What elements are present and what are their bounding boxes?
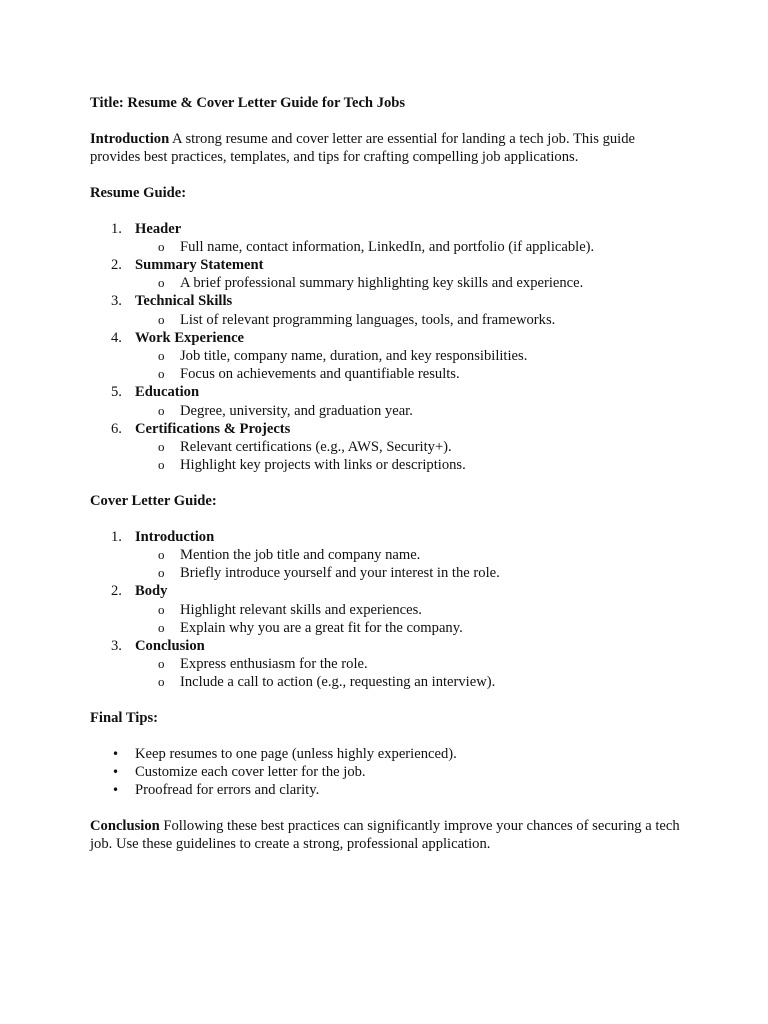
sub-list xyxy=(135,238,680,256)
sub-list-item xyxy=(135,601,680,619)
circle-bullet-icon: o xyxy=(158,674,165,690)
sub-item-text: Express enthusiasm for the role. xyxy=(180,656,368,673)
final-tips-heading: Final Tips: xyxy=(90,710,159,727)
item-number: 1. xyxy=(111,528,122,545)
sub-list-item xyxy=(135,311,680,329)
cover-letter-guide-heading: Cover Letter Guide: xyxy=(90,493,217,510)
tip-text: Customize each cover letter for the job. xyxy=(135,764,366,781)
list-item xyxy=(90,781,680,799)
list-item xyxy=(90,383,680,419)
document-page xyxy=(90,94,680,871)
circle-bullet-icon: o xyxy=(158,311,165,327)
circle-bullet-icon: o xyxy=(158,439,165,455)
sub-list-item xyxy=(135,673,680,691)
item-title: Header xyxy=(135,220,182,237)
sub-list xyxy=(135,347,680,383)
circle-bullet-icon: o xyxy=(158,619,165,635)
sub-item-text: Relevant certifications (e.g., AWS, Security+). xyxy=(180,439,452,456)
list-item xyxy=(90,745,680,763)
sub-item-text: Mention the job title and company name. xyxy=(180,547,421,564)
sub-item-text: A brief professional summary highlighting key skills and experience. xyxy=(180,275,584,292)
sub-item-text: Focus on achievements and quantifiable results. xyxy=(180,366,460,383)
sub-item-text: Degree, university, and graduation year. xyxy=(180,402,413,419)
item-title: Certifications & Projects xyxy=(135,420,291,437)
bullet-icon: • xyxy=(112,765,120,780)
sub-list-item xyxy=(135,347,680,365)
list-item xyxy=(90,637,680,692)
tip-text: Proofread for errors and clarity. xyxy=(135,782,320,799)
sub-list-item xyxy=(135,619,680,637)
item-title: Introduction xyxy=(135,528,215,545)
introduction-paragraph xyxy=(90,130,680,166)
item-title: Education xyxy=(135,384,200,401)
sub-list-item xyxy=(135,365,680,383)
sub-list xyxy=(135,274,680,292)
sub-item-text: Highlight relevant skills and experiences. xyxy=(180,601,422,618)
sub-list-item xyxy=(135,655,680,673)
circle-bullet-icon: o xyxy=(158,565,165,581)
sub-list-item xyxy=(135,564,680,582)
conclusion-text: Following these best practices can significantly improve your chances of securing a tech job. Use these guidelines to create a strong, professional application. xyxy=(90,818,680,853)
sub-item-text: Highlight key projects with links or descriptions. xyxy=(180,457,466,474)
list-item xyxy=(90,220,680,256)
cover-letter-guide-list xyxy=(90,528,680,692)
sub-list xyxy=(135,311,680,329)
circle-bullet-icon: o xyxy=(158,402,165,418)
sub-list xyxy=(135,438,680,474)
item-number: 3. xyxy=(111,638,122,655)
item-number: 4. xyxy=(111,329,122,346)
sub-list xyxy=(135,546,680,582)
item-title: Summary Statement xyxy=(135,257,264,273)
circle-bullet-icon: o xyxy=(158,366,165,382)
item-number: 6. xyxy=(111,420,122,437)
item-title: Body xyxy=(135,583,168,600)
circle-bullet-icon: o xyxy=(158,656,165,672)
sub-item-text: Explain why you are a great fit for the company. xyxy=(180,619,463,636)
resume-guide-list xyxy=(90,220,680,475)
list-item xyxy=(90,292,680,328)
list-item xyxy=(90,256,680,292)
introduction-text: A strong resume and cover letter are essential for landing a tech job. This guide provides best practices, templates, and tips for crafting compelling job applications. xyxy=(90,130,635,165)
conclusion-label: Conclusion xyxy=(90,818,160,835)
item-number: 2. xyxy=(111,257,122,273)
sub-list-item xyxy=(135,456,680,474)
item-number: 3. xyxy=(111,293,122,310)
sub-list-item xyxy=(135,438,680,456)
circle-bullet-icon: o xyxy=(158,275,165,291)
list-item xyxy=(90,420,680,475)
sub-list xyxy=(135,402,680,420)
circle-bullet-icon: o xyxy=(158,457,165,473)
sub-list-item xyxy=(135,238,680,256)
circle-bullet-icon: o xyxy=(158,238,165,254)
list-item xyxy=(90,329,680,384)
item-number: 5. xyxy=(111,384,122,401)
bullet-icon: • xyxy=(112,783,120,798)
item-number: 1. xyxy=(111,220,122,237)
sub-list-item xyxy=(135,402,680,420)
tip-text: Keep resumes to one page (unless highly experienced). xyxy=(135,746,457,763)
item-number: 2. xyxy=(111,583,122,600)
resume-guide-heading: Resume Guide: xyxy=(90,184,187,201)
sub-list xyxy=(135,601,680,637)
list-item xyxy=(90,763,680,781)
circle-bullet-icon: o xyxy=(158,601,165,617)
circle-bullet-icon: o xyxy=(158,547,165,563)
sub-item-text: Full name, contact information, LinkedIn, and portfolio (if applicable). xyxy=(180,238,595,255)
sub-item-text: Include a call to action (e.g., requesting an interview). xyxy=(180,674,496,691)
introduction-label: Introduction xyxy=(90,130,170,147)
circle-bullet-icon: o xyxy=(158,348,165,364)
sub-item-text: Job title, company name, duration, and key responsibilities. xyxy=(180,348,528,365)
bullet-icon: • xyxy=(112,747,120,762)
list-item xyxy=(90,582,680,637)
item-title: Technical Skills xyxy=(135,293,233,310)
sub-list xyxy=(135,655,680,691)
document-title: Title: Resume & Cover Letter Guide for Tech Jobs xyxy=(90,95,406,111)
final-tips-list xyxy=(90,745,680,800)
sub-list-item xyxy=(135,546,680,564)
item-title: Conclusion xyxy=(135,638,205,655)
list-item xyxy=(90,528,680,583)
conclusion-paragraph xyxy=(90,817,680,853)
sub-item-text: Briefly introduce yourself and your interest in the role. xyxy=(180,565,500,582)
sub-list-item xyxy=(135,274,680,292)
item-title: Work Experience xyxy=(135,329,245,346)
sub-item-text: List of relevant programming languages, tools, and frameworks. xyxy=(180,311,556,328)
